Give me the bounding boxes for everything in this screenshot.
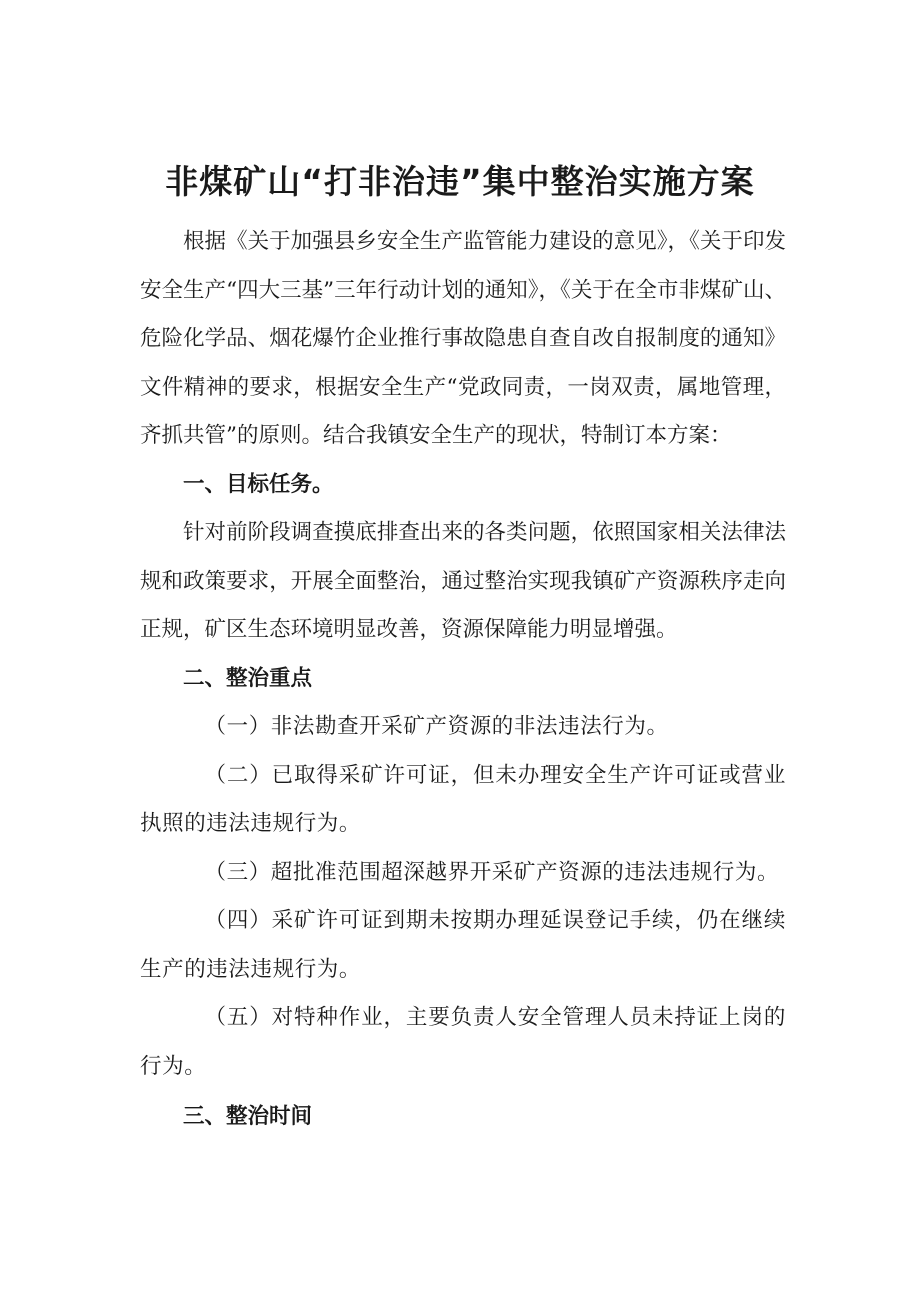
- section-heading-schedule: 三、整治时间: [183, 1104, 313, 1129]
- section-heading-goals: 一、目标任务。: [183, 471, 334, 497]
- goals-paragraph: 针对前阶段调查摸底排查出来的各类问题，依照国家相关法律法规和政策要求，开展全面整治，通过整治实现我镇矿产资源秩序走向正规，矿区生态环境明显改善，资源保障能力明显增强。: [140, 520, 786, 642]
- focus-item-4: （四）采矿许可证到期未按期办理延误登记手续，仍在继续生产的违法违规行为。: [140, 908, 786, 982]
- intro-paragraph: 根据《关于加强县乡安全生产监管能力建设的意见》，《关于印发安全生产“四大三基”三年行动计划的通知》，《关于在全市非煤矿山、危险化学品、烟花爆竹企业推行事故隐患自查自改自报制度的通知》文件精神的要求，根据安全生产“党政同责，一岗双责，属地管理，齐抓共管”的原则。结合我镇安全生产的现状，特制订本方案：: [140, 229, 786, 448]
- section-heading-focus: 二、整治重点: [183, 665, 313, 691]
- document-title: 非煤矿山“打非治违”集中整治实施方案: [165, 162, 755, 202]
- focus-item-3: （三）超批准范围超深越界开采矿产资源的违法违规行为。: [204, 859, 780, 885]
- focus-item-2: （二）已取得采矿许可证，但未办理安全生产许可证或营业执照的违法违规行为。: [140, 762, 786, 836]
- focus-item-1: （一）非法勘查开采矿产资源的非法违法行为。: [204, 714, 669, 739]
- focus-item-5: （五）对特种作业，主要负责人安全管理人员未持证上岗的行为。: [140, 1005, 786, 1079]
- document-body: [140, 218, 786, 1142]
